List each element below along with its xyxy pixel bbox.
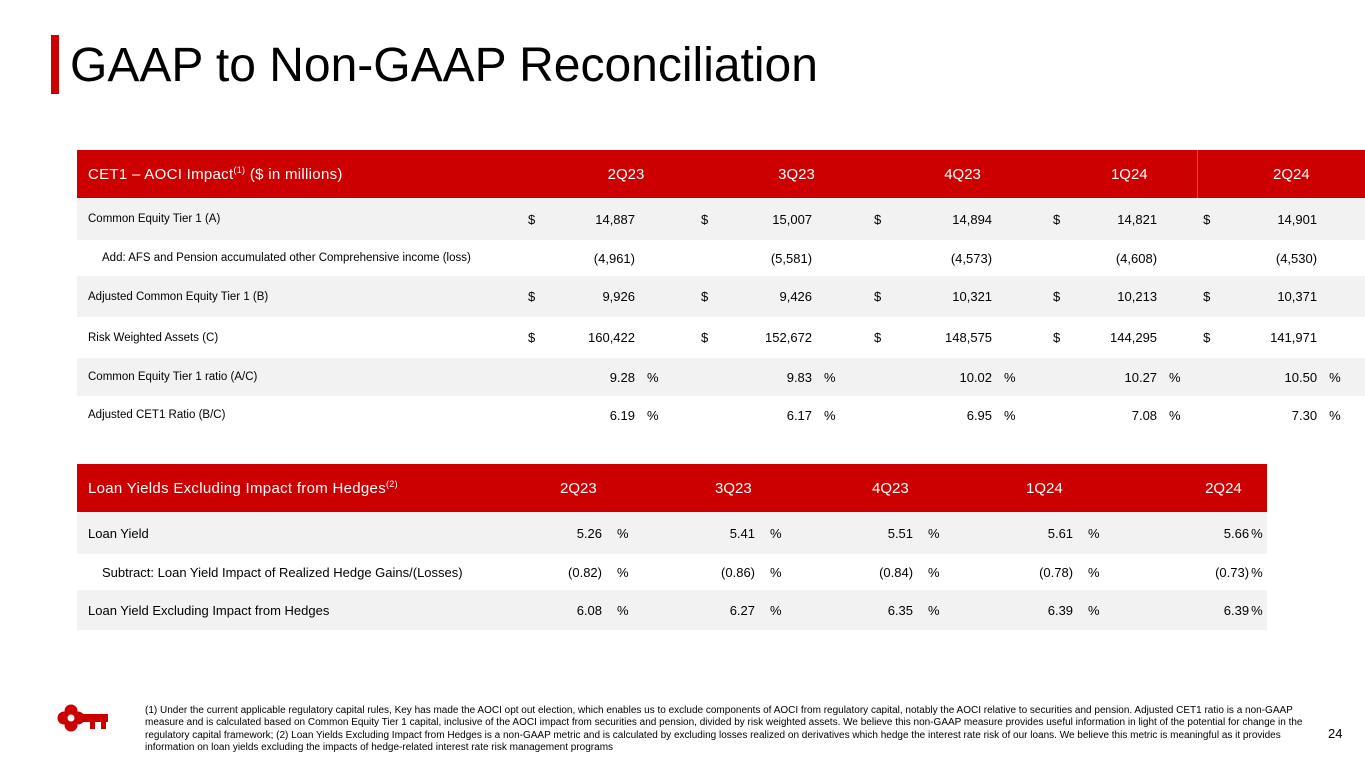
unit-cell xyxy=(635,240,695,276)
unit-cell: % xyxy=(1088,564,1100,580)
currency-symbol: $ xyxy=(528,330,536,345)
period-header: 4Q23 xyxy=(865,464,1021,512)
table-row xyxy=(77,240,1365,276)
unit-cell: % xyxy=(928,564,940,580)
value-cell: 6.19 xyxy=(609,407,635,423)
value-cell: 5.41 xyxy=(705,512,755,554)
unit-cell: % xyxy=(1073,590,1201,630)
value-cell: 7.08 xyxy=(1131,407,1158,423)
unit-cell xyxy=(1317,317,1365,358)
unit-cell: % xyxy=(1073,512,1201,554)
unit-cell xyxy=(812,317,868,358)
unit-cell: % xyxy=(1251,564,1263,580)
value-cell: 7.30 xyxy=(1291,407,1318,423)
value-cell: 10,371 xyxy=(1222,276,1317,317)
currency-symbol: $ xyxy=(522,276,552,317)
unit-cell: % xyxy=(992,358,1047,396)
unit-cell: % xyxy=(635,358,695,396)
currency-symbol xyxy=(522,396,552,434)
currency-symbol: $ xyxy=(695,276,715,317)
page-title: GAAP to Non-GAAP Reconciliation xyxy=(70,39,818,92)
page-number: 24 xyxy=(1328,726,1343,741)
unit-cell: % xyxy=(913,590,1021,630)
currency-symbol xyxy=(868,358,893,396)
currency-symbol xyxy=(695,358,715,396)
unit-cell: % xyxy=(617,564,629,580)
unit-cell: % xyxy=(1317,358,1365,396)
value-cell: 160,422 xyxy=(588,330,635,345)
value-cell: (4,573) xyxy=(950,250,993,266)
period-header: 4Q23 xyxy=(868,150,1047,198)
row-label: Common Equity Tier 1 (A) xyxy=(77,198,522,240)
unit-cell xyxy=(635,317,695,358)
currency-symbol: $ xyxy=(1047,198,1072,240)
currency-symbol xyxy=(1197,358,1222,396)
value-cell: (0.86) xyxy=(721,564,756,580)
value-cell: 10,213 xyxy=(1072,276,1157,317)
unit-cell: % xyxy=(770,564,782,580)
period-header: 3Q23 xyxy=(705,464,865,512)
value-cell: 6.17 xyxy=(786,407,813,423)
currency-symbol xyxy=(522,358,552,396)
table-row xyxy=(77,396,1365,434)
value-cell: 148,575 xyxy=(945,330,993,345)
currency-symbol: $ xyxy=(868,198,893,240)
unit-cell: % xyxy=(812,358,868,396)
unit-cell: % xyxy=(1169,407,1181,423)
currency-symbol xyxy=(522,240,552,276)
unit-cell xyxy=(992,317,1047,358)
table-row xyxy=(77,512,1267,554)
unit-cell: % xyxy=(913,512,1021,554)
unit-cell: % xyxy=(755,590,865,630)
currency-symbol: $ xyxy=(1047,276,1072,317)
value-cell: (4,530) xyxy=(1275,250,1318,266)
period-header: 2Q24 xyxy=(1197,150,1365,198)
table-header-row xyxy=(77,150,1365,198)
table-row xyxy=(77,317,1365,358)
value-cell: 14,894 xyxy=(893,198,992,240)
row-label: Subtract: Loan Yield Impact of Realized Hedge Gains/(Losses) xyxy=(102,564,463,580)
table-row xyxy=(77,554,1267,590)
row-label: Adjusted CET1 Ratio (B/C) xyxy=(88,409,226,421)
value-cell: 10,321 xyxy=(893,276,992,317)
currency-symbol: $ xyxy=(1197,198,1222,240)
table-header-label: Loan Yields Excluding Impact from Hedges$^{(2)}$ xyxy=(77,464,552,512)
unit-cell: % xyxy=(647,407,659,423)
table-row xyxy=(77,198,1365,240)
value-cell: 9.28 xyxy=(552,358,635,396)
currency-symbol xyxy=(868,396,893,434)
unit-cell xyxy=(1157,317,1197,358)
value-cell: 5.61 xyxy=(1021,512,1073,554)
value-cell: 144,295 xyxy=(1110,330,1158,345)
currency-symbol: $ xyxy=(1203,330,1211,345)
unit-cell: % xyxy=(1157,358,1197,396)
value-cell: 14,901 xyxy=(1222,198,1317,240)
value-cell: 9,926 xyxy=(552,276,635,317)
value-cell: (0.78) xyxy=(1039,564,1074,580)
row-label: Common Equity Tier 1 ratio (A/C) xyxy=(77,358,522,396)
value-cell: (0.82) xyxy=(568,564,602,580)
value-cell: 9.83 xyxy=(715,358,812,396)
table-row xyxy=(77,358,1365,396)
period-header: 3Q23 xyxy=(695,150,868,198)
value-cell: (4,608) xyxy=(1115,250,1158,266)
row-label: Loan Yield Excluding Impact from Hedges xyxy=(77,590,552,630)
value-cell: (4,961) xyxy=(593,250,635,266)
row-label: Risk Weighted Assets (C) xyxy=(88,331,219,344)
unit-cell xyxy=(992,276,1047,317)
period-header: 1Q24 xyxy=(1021,464,1201,512)
currency-symbol xyxy=(695,240,715,276)
unit-cell: % xyxy=(602,590,705,630)
currency-symbol xyxy=(1197,396,1222,434)
unit-cell xyxy=(1157,198,1197,240)
value-cell: 6.39 xyxy=(1021,590,1073,630)
unit-cell xyxy=(635,276,695,317)
value-cell: 10.27 xyxy=(1072,358,1157,396)
period-header: 2Q23 xyxy=(522,150,695,198)
currency-symbol: $ xyxy=(522,198,552,240)
currency-symbol: $ xyxy=(695,198,715,240)
unit-cell xyxy=(1157,240,1197,276)
value-cell: 15,007 xyxy=(715,198,812,240)
value-cell: (0.84) xyxy=(879,564,914,580)
unit-cell: % xyxy=(1004,407,1016,423)
table-row xyxy=(77,276,1365,317)
currency-symbol xyxy=(1197,240,1222,276)
value-cell: 10.02 xyxy=(893,358,992,396)
value-cell: 141,971 xyxy=(1270,330,1318,345)
currency-symbol xyxy=(695,396,715,434)
currency-symbol: $ xyxy=(874,330,882,345)
period-header: 2Q24 xyxy=(1201,464,1267,512)
period-header: 1Q24 xyxy=(1047,150,1197,198)
currency-symbol: $ xyxy=(868,276,893,317)
unit-cell: % xyxy=(602,512,705,554)
value-cell: 6.27 xyxy=(705,590,755,630)
value-cell: 9,426 xyxy=(715,276,812,317)
value-cell: 6.35 xyxy=(865,590,913,630)
unit-cell xyxy=(992,198,1047,240)
value-cell: 5.66 xyxy=(1201,512,1249,554)
unit-cell: % xyxy=(755,512,865,554)
unit-cell xyxy=(1157,276,1197,317)
value-cell: 6.95 xyxy=(966,407,993,423)
value-cell: 14,821 xyxy=(1072,198,1157,240)
unit-cell xyxy=(1317,198,1365,240)
unit-cell xyxy=(635,198,695,240)
row-label: Add: AFS and Pension accumulated other Comprehensive income (loss) xyxy=(102,252,471,264)
value-cell: (5,581) xyxy=(770,250,813,266)
unit-cell xyxy=(812,240,868,276)
table-row xyxy=(77,590,1267,630)
value-cell: 10.50 xyxy=(1222,358,1317,396)
period-header: 2Q23 xyxy=(552,464,705,512)
unit-cell xyxy=(812,198,868,240)
currency-symbol xyxy=(1047,358,1072,396)
currency-symbol xyxy=(1047,396,1072,434)
unit-cell xyxy=(1317,276,1365,317)
row-label: Loan Yield xyxy=(77,512,552,554)
unit-cell: % xyxy=(1329,407,1341,423)
footnote: (1) Under the current applicable regulatory capital rules, Key has made the AOCI opt out election, which enables us to exclude components of AOCI from regulatory capital, notably the AOCI relative to securities and pension. Adjusted CET1 ratio is a non-GAAP measure and is calculated based on Common Equity Tier 1 capital, inclusive of the AOCI impact from securities and pension, divided by risk weighted assets. We believe this non-GAAP measure provides useful information in light of the potential for change in the regulatory capital framework; (2) Loan Yields Excluding Impact from Hedges is a non-GAAP metric and is calculated by excluding losses realized on derivatives which hedge the interest rate risk of our loans. We believe this metric is meaningful as it provides information on loan yields excluding the impacts of hedge-related interest rate risk management programs xyxy=(145,705,1303,753)
table-header-row xyxy=(77,464,1267,512)
unit-cell: % xyxy=(1249,590,1267,630)
loan-yields-table xyxy=(77,464,1267,630)
table-header-label: CET1 – AOCI Impact$^{(1)}$ ($ in millions) xyxy=(77,150,522,198)
row-label: Adjusted Common Equity Tier 1 (B) xyxy=(77,276,522,317)
currency-symbol xyxy=(868,240,893,276)
value-cell: (0.73) xyxy=(1215,564,1250,580)
title-accent-bar xyxy=(51,35,59,94)
unit-cell xyxy=(812,276,868,317)
value-cell: 5.51 xyxy=(865,512,913,554)
currency-symbol: $ xyxy=(1197,276,1222,317)
unit-cell xyxy=(992,240,1047,276)
unit-cell xyxy=(1317,240,1365,276)
cet1-aoci-table xyxy=(77,150,1365,434)
value-cell: 6.39 xyxy=(1201,590,1249,630)
value-cell: 6.08 xyxy=(552,590,602,630)
currency-symbol: $ xyxy=(701,330,709,345)
value-cell: 5.26 xyxy=(552,512,602,554)
value-cell: 152,672 xyxy=(765,330,813,345)
value-cell: 14,887 xyxy=(552,198,635,240)
unit-cell: % xyxy=(824,407,836,423)
currency-symbol xyxy=(1047,240,1072,276)
unit-cell: % xyxy=(1249,512,1267,554)
currency-symbol: $ xyxy=(1053,330,1061,345)
key-logo-icon xyxy=(57,704,109,732)
